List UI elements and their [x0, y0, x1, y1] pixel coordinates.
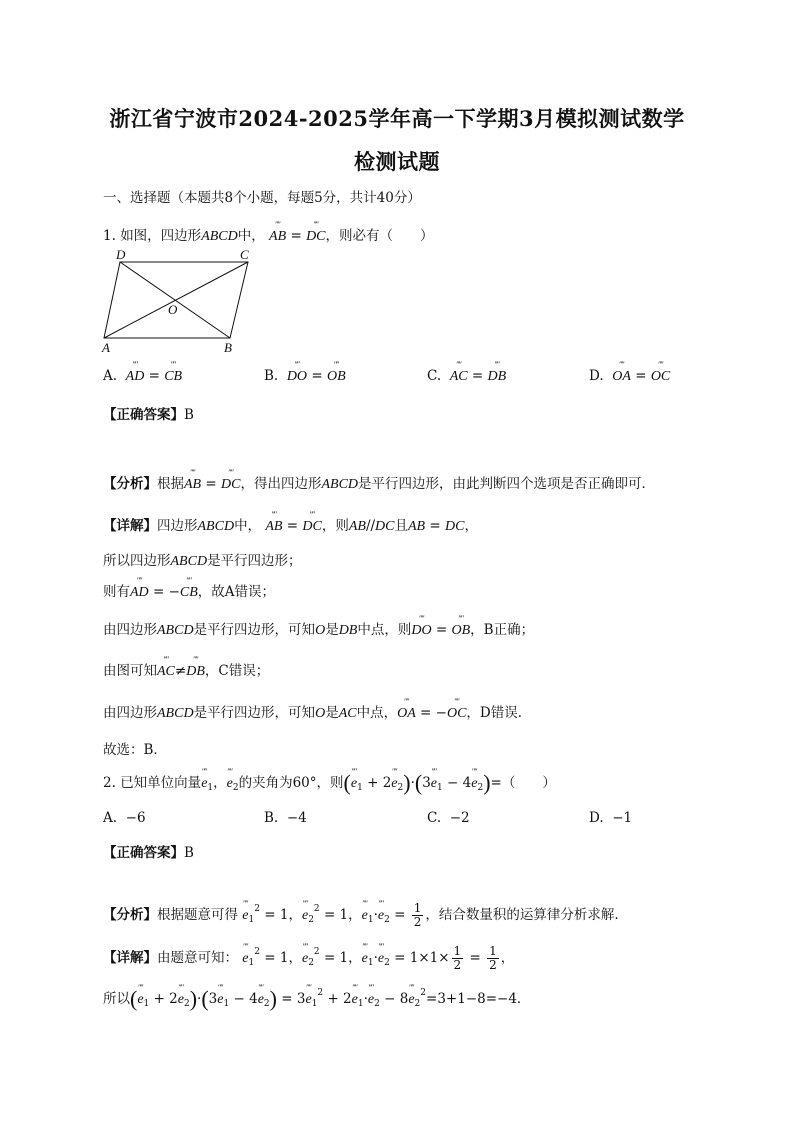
label-C: C	[240, 247, 249, 262]
q2-option-d: D. −1	[589, 810, 633, 826]
q1-detail: 【详解】四边形ABCD中， ″″ AB = ″″ DC，则AB//DC且AB = DC，	[103, 514, 478, 535]
q1-option-c: C. ″″ AC = ″″ DB	[427, 368, 506, 385]
q2-option-a: A. −6	[103, 810, 146, 826]
q1-line-parallel: 所以四边形ABCD是平行四边形；	[103, 553, 302, 569]
q1-option-b: B. ″″ DO = ″″ OB	[264, 368, 346, 385]
q2-final: 所以(″″ $e_1 + 2''''$ $e_2)\cdot(3''''$ $e_1 - 4''''$ $e_2) = 3''''$ $e_1^2 + 2''''$ $e_1\cdot''''$ $e_2 - 8''''$ $e_2^2=3+1-8=-4$．	[103, 986, 530, 1012]
q2-answer: 【正确答案】B	[103, 845, 194, 861]
section-heading: 一、选择题（本题共8个小题，每题5分，共计40分）	[103, 190, 421, 206]
label-A: A	[102, 340, 110, 355]
q1-stem: 1. 如图，四边形ABCD中， ″″ AB = ″″ DC，则必有（ ）	[103, 224, 434, 245]
parallelogram-figure	[98, 246, 268, 358]
q1-stem-text-c: ，则必有（ ）	[325, 228, 434, 244]
q2-option-c: C. −2	[427, 810, 470, 826]
q1-stem-text-a: 如图，四边形	[120, 228, 202, 244]
q1-option-a: A. ″″ AD = ″″ CB	[103, 368, 182, 385]
page-title-line2: 检测试题	[354, 149, 440, 174]
q1-number: 1.	[103, 228, 116, 244]
q1-line-a: 则有″″ AD = −″″ CB，故A错误；	[103, 580, 275, 601]
label-D: D	[116, 247, 126, 262]
q2-analysis: 【分析】根据题意可得 ″″ $e_1^2 = 1$，″″ $e_2^2 = 1$，″″ $e_1\cdot''''$ $e_2$ = $\frac{1}{2}$ ，结合数量积的运算律分析求解.	[103, 902, 619, 929]
label-O: O	[168, 302, 178, 317]
q2-detail: 【详解】由题意可知： ″″ $e_1^2 = 1$，″″ $e_2^2 = 1$，″″ $e_1\cdot''''$ $e_2 = 1\times 1\times$ $\frac{1}{2}$ = $\frac{1}{2}$ ，	[103, 945, 514, 972]
q1-analysis: 【分析】根据″″ AB = ″″ DC，得出四边形ABCD是平行四边形，由此判断四个选项是否正确即可．	[103, 472, 655, 493]
label-B: B	[224, 340, 232, 355]
q1-line-c: 由图可知″″ AC≠″″ DB，C错误；	[103, 659, 269, 680]
q2-option-b: B. −4	[264, 810, 307, 826]
q1-stem-text-b: 中，	[237, 228, 265, 244]
q2-stem: 2. 已知单位向量″″ $e_1$，″″ $e_2$的夹角为60°，则(″″ $e_1 + 2''''$ $e_2)\cdot(3''''$ $e_1 - 4''''$ $e_2)=$（ ）	[103, 770, 556, 796]
q1-answer: 【正确答案】B	[103, 407, 194, 423]
page-title-line1: 浙江省宁波市2024-2025学年高一下学期3月模拟测试数学	[109, 106, 685, 131]
q1-line-d: 由四边形ABCD是平行四边形，可知O是AC中点，″″ OA = −″″ OC，D错误．	[103, 701, 531, 722]
q1-option-d: D. ″″ OA = ″″ OC	[589, 368, 670, 385]
q1-conclusion: 故选：B．	[103, 742, 167, 758]
q1-line-b: 由四边形ABCD是平行四边形，可知O是DB中点，则″″ DO = ″″ OB，B正确；	[103, 618, 534, 639]
